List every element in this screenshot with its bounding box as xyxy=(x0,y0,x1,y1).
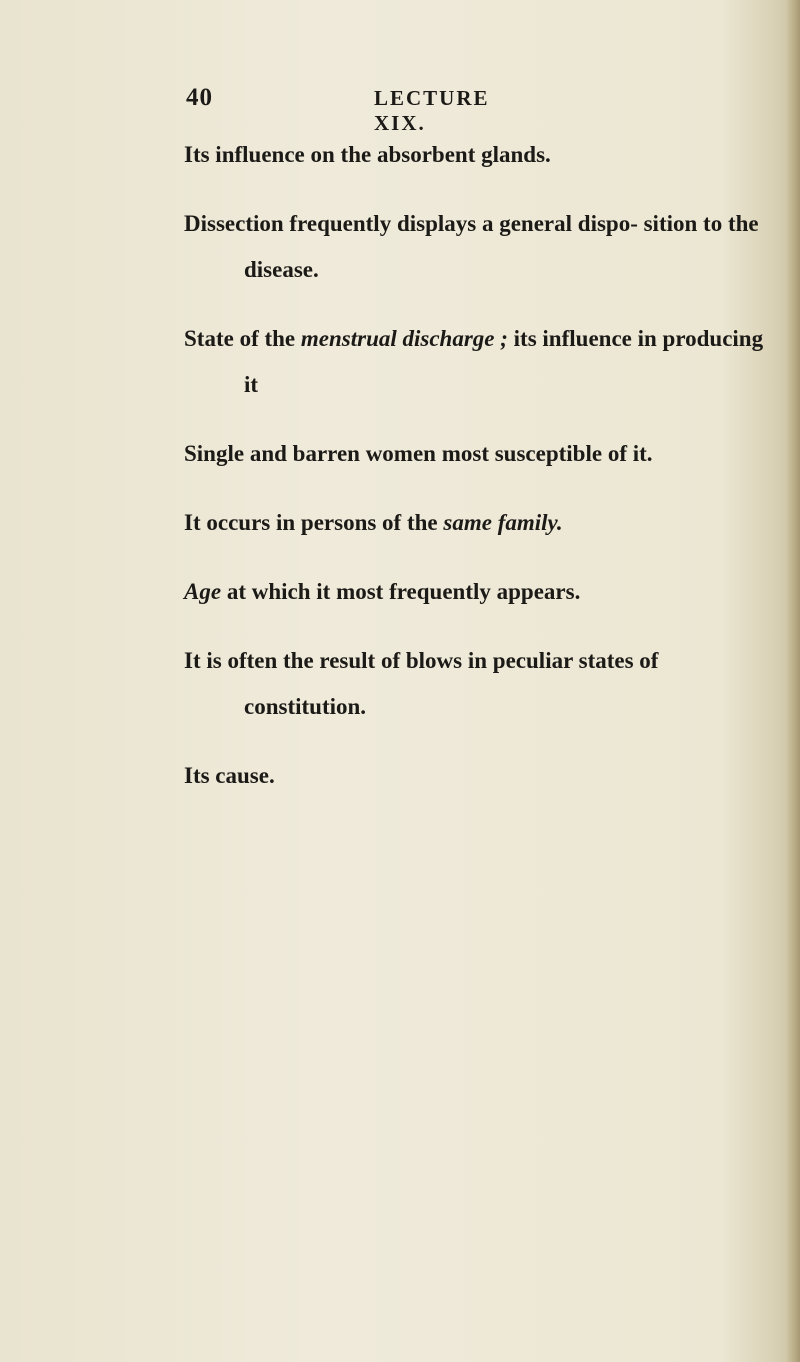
italic-text: same family. xyxy=(443,510,563,535)
outline-entry xyxy=(184,132,764,178)
outline-entry xyxy=(184,201,764,293)
italic-text: menstrual discharge ; xyxy=(300,326,508,351)
outline-entry xyxy=(184,500,764,546)
page-edge-shadow xyxy=(786,0,800,1362)
outline-entry xyxy=(184,316,764,408)
outline-entry xyxy=(184,638,764,730)
entry-text: Its cause. xyxy=(184,763,275,788)
entry-text: Single and barren women most susceptible of it. xyxy=(184,441,653,466)
entry-text: It is often the result of blows in peculiar states of constitution. xyxy=(184,648,659,719)
page-number: 40 xyxy=(186,84,213,111)
entry-text: It occurs in persons of the xyxy=(184,510,444,535)
italic-text: Age xyxy=(184,579,222,604)
entry-text: Its influence on the absorbent glands. xyxy=(184,142,551,167)
entry-text: State of the xyxy=(184,326,301,351)
entry-text: Dissection frequently displays a general dispo- sition to the disease. xyxy=(184,211,759,282)
lecture-outline xyxy=(184,132,764,810)
outline-entry xyxy=(184,753,764,799)
outline-entry xyxy=(184,431,764,477)
entry-text: at which it most frequently appears. xyxy=(221,579,581,604)
running-title: LECTURE XIX. xyxy=(374,86,490,135)
outline-entry xyxy=(184,569,764,615)
running-header xyxy=(186,84,546,135)
entry-text: its influence in producing it xyxy=(244,326,764,397)
